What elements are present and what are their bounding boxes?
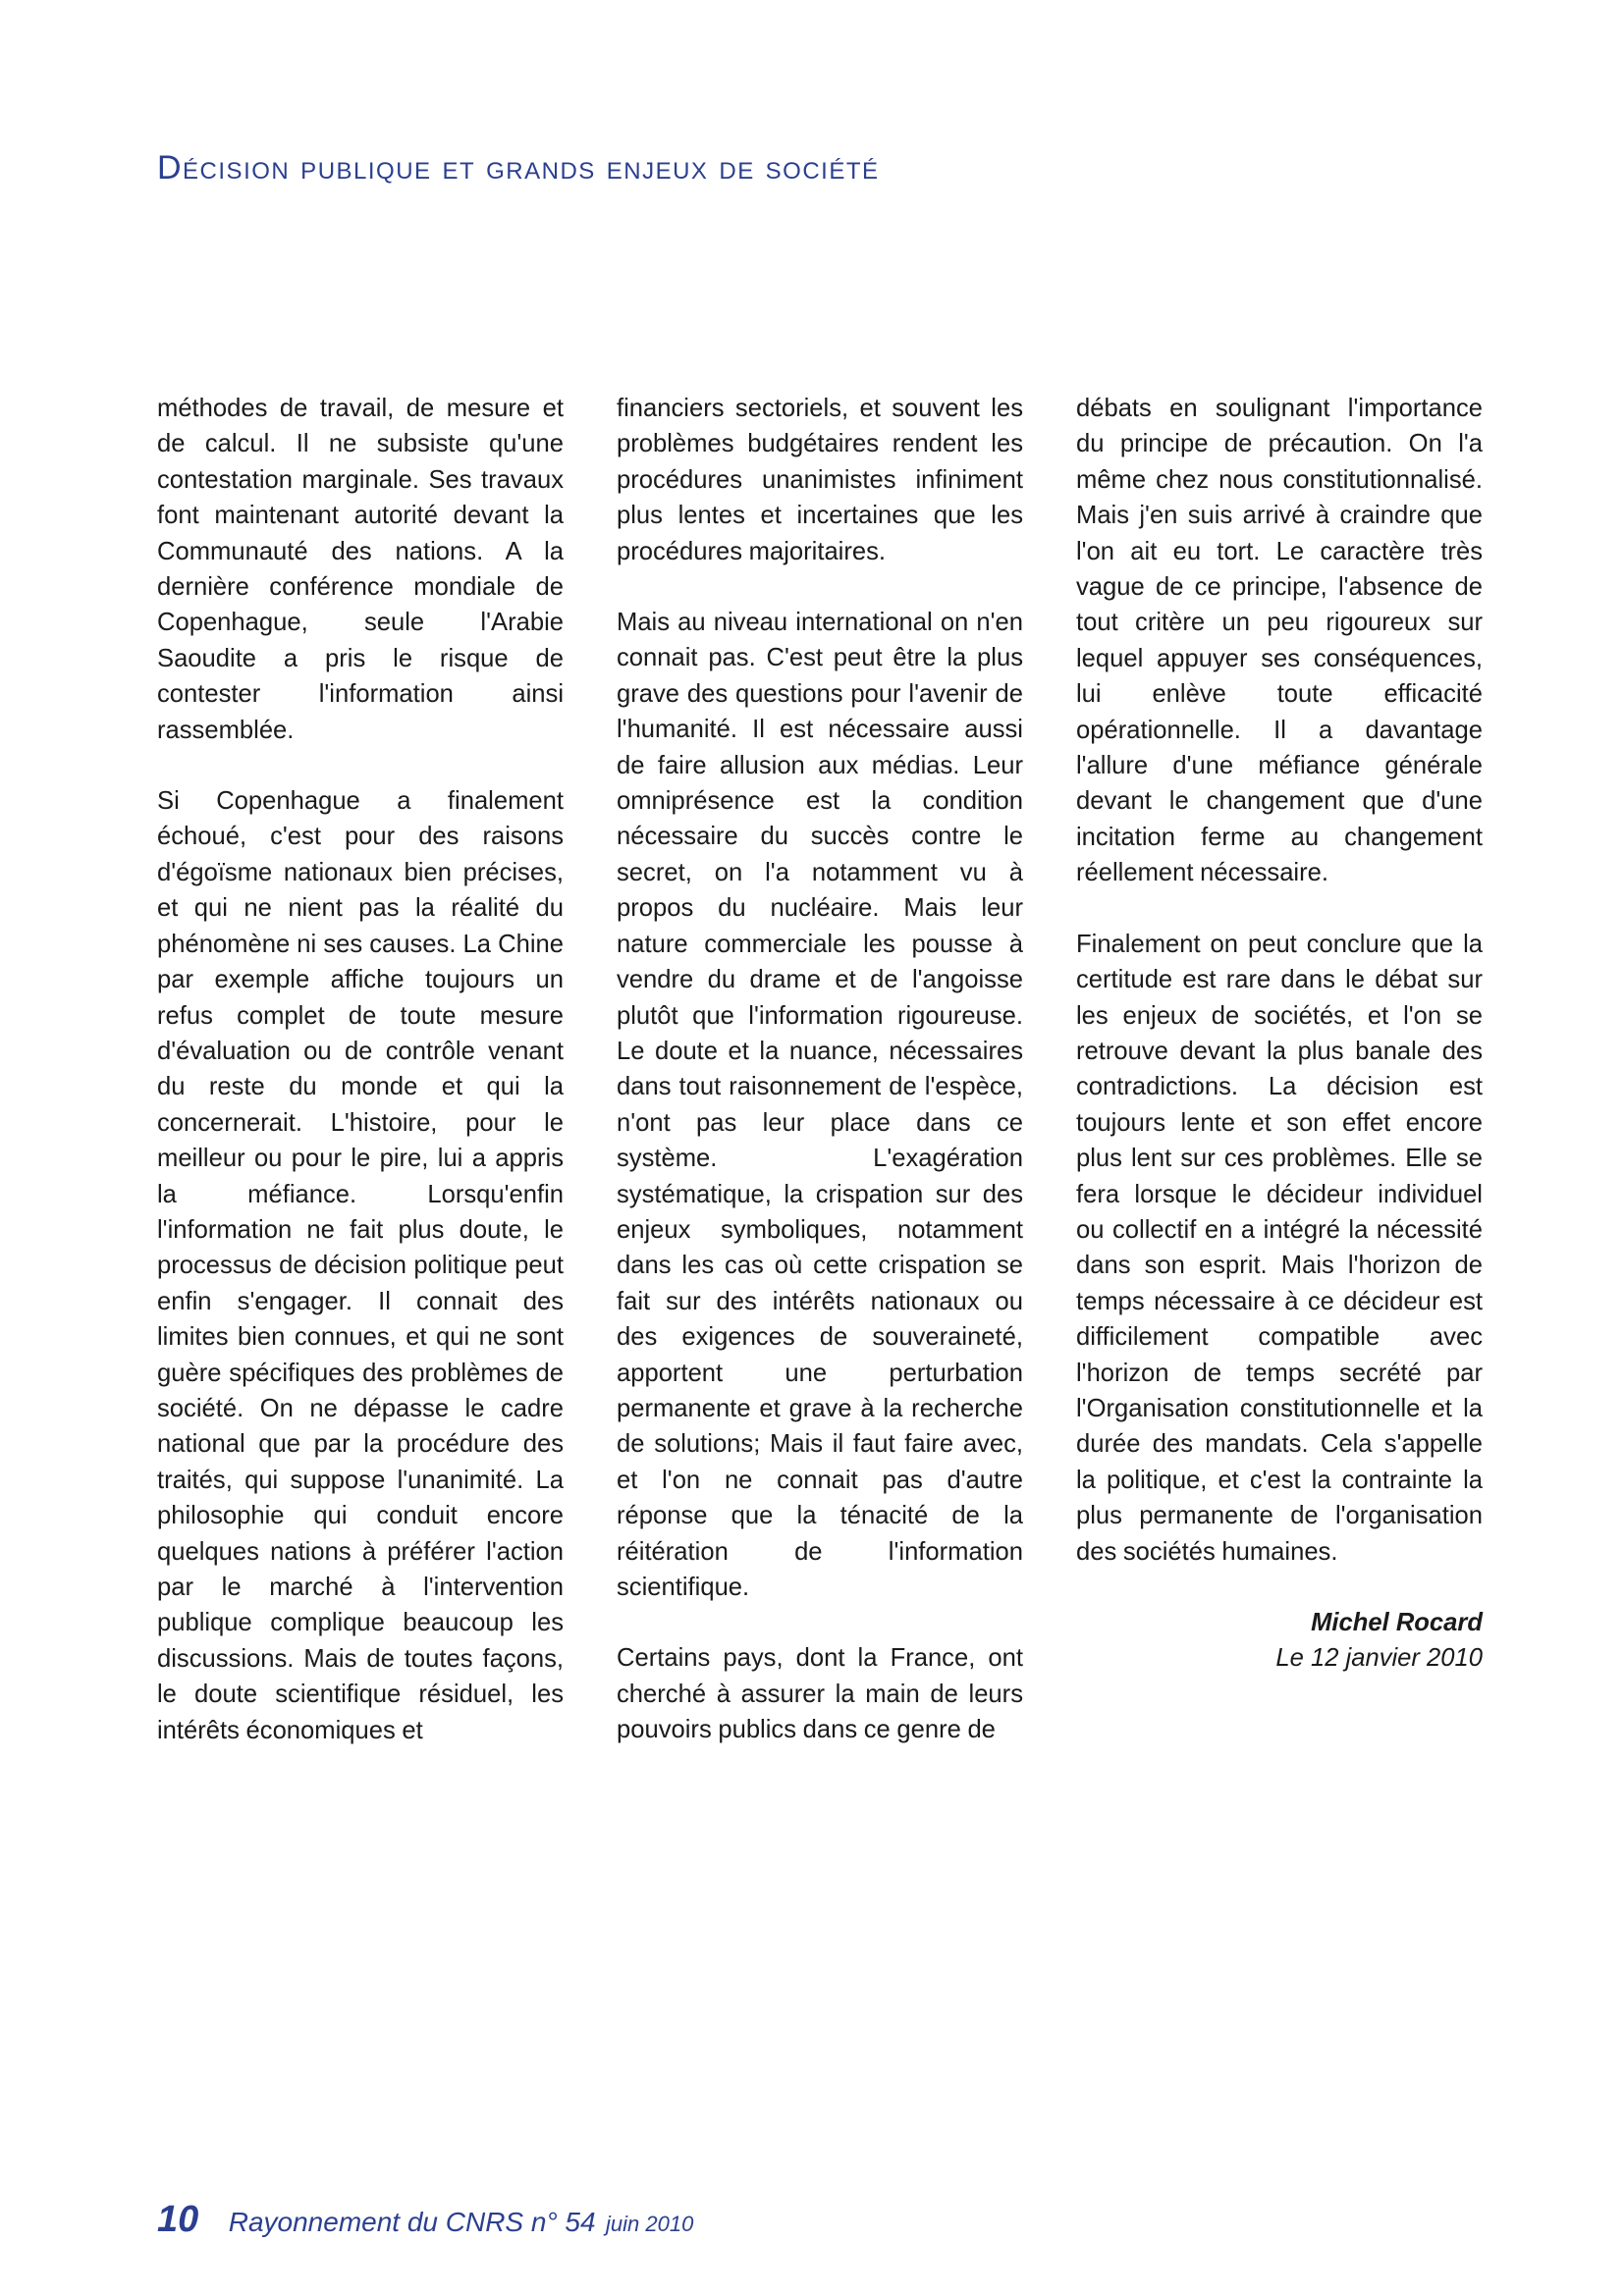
paragraph: Certains pays, dont la France, ont cherché à assurer la main de leurs pouvoirs publics dans ce genre de [617,1644,1023,1744]
paragraph: méthodes de travail, de mesure et de calcul. Il ne subsiste qu'une contestation marginale. Ses travaux font maintenant autorité devant la Communauté des nations. A la dernière conférence mondiale de Copenhague, seule l'Arabie Saoudite a pris le risque de contester l'information ainsi rassemblée. [157,395,564,744]
paragraph: débats en soulignant l'importance du principe de précaution. On l'a même chez nous constitutionnalisé. Mais j'en suis arrivé à craindre que l'on ait eu tort. Le caractère très vague de ce principe, l'absence de tout critère un peu rigoureux sur lequel appuyer ses conséquences, lui enlève toute efficacité opérationnelle. Il a davantage l'allure d'une méfiance générale devant le changement que d'une incitation ferme au changement réellement nécessaire. [1076,395,1483,887]
column-3 [1076,391,1483,1748]
paragraph: Mais au niveau international on n'en connait pas. C'est peut être la plus grave des questions pour l'avenir de l'humanité. Il est nécessaire aussi de faire allusion aux médias. Leur omniprésence est la condition nécessaire du succès contre le secret, on l'a notamment vu à propos du nucléaire. Mais leur nature commerciale les pousse à vendre du drame et de l'angoisse plutôt que l'information rigoureuse. Le doute et la nuance, nécessaires dans tout raisonnement de l'espèce, n'ont pas leur place dans ce système. L'exagération systématique, la crispation sur des enjeux symboliques, notamment dans les cas où cette crispation se fait sur des intérêts nationaux ou des exigences de souveraineté, apportent une perturbation permanente et grave à la recherche de solutions; Mais il faut faire avec, et l'on ne connait pas d'autre réponse que la ténacité de la réitération de l'information scientifique. [617,609,1023,1601]
column-1 [157,391,564,1748]
paragraph: financiers sectoriels, et souvent les problèmes budgétaires rendent les procédures unanimistes infiniment plus lentes et incertaines que les procédures majoritaires. [617,395,1023,565]
signature-date: Le 12 janvier 2010 [1275,1644,1483,1673]
issue-date: juin 2010 [606,2212,694,2236]
publication-name: Rayonnement du CNRS n° 54 [228,2207,596,2237]
article-body [157,391,1483,1748]
author-name: Michel Rocard [1311,1609,1483,1636]
paragraph: Finalement on peut conclure que la certitude est rare dans le débat sur les enjeux de sociétés, et l'on se retrouve devant la plus banale des contradictions. La décision est toujours lente et son effet encore plus lent sur ces problèmes. Elle se fera lorsque le décideur individuel ou collectif en a intégré la nécessité dans son esprit. Mais l'horizon de temps nécessaire à ce décideur est difficilement compatible avec l'horizon de temps secrété par l'Organisation constitutionnelle et la durée des mandats. Cela s'appelle la politique, et c'est la contrainte la plus permanente de l'organisation des sociétés humaines. [1076,930,1483,1566]
page-footer [157,2199,693,2241]
column-2 [617,391,1023,1748]
running-header: Décision publique et grands enjeux de société [157,149,880,187]
paragraph: Si Copenhague a finalement échoué, c'est pour des raisons d'égoïsme nationaux bien précises, et qui ne nient pas la réalité du phénomène ni ses causes. La Chine par exemple affiche toujours un refus complet de toute mesure d'évaluation ou de contrôle venant du reste du monde et qui la concernerait. L'histoire, pour le meilleur ou pour le pire, lui a appris la méfiance. Lorsqu'enfin l'information ne fait plus doute, le processus de décision politique peut enfin s'engager. Il connait des limites bien connues, et qui ne sont guère spécifiques des problèmes de société. On ne dépasse le cadre national que par la procédure des traités, qui suppose l'unanimité. La philosophie qui conduit encore quelques nations à préférer l'action par le marché à l'intervention publique complique beaucoup les discussions. Mais de toutes façons, le doute scientifique résiduel, les intérêts économiques et [157,787,564,1744]
page-number: 10 [157,2199,199,2240]
signature-block [1076,1605,1483,1677]
